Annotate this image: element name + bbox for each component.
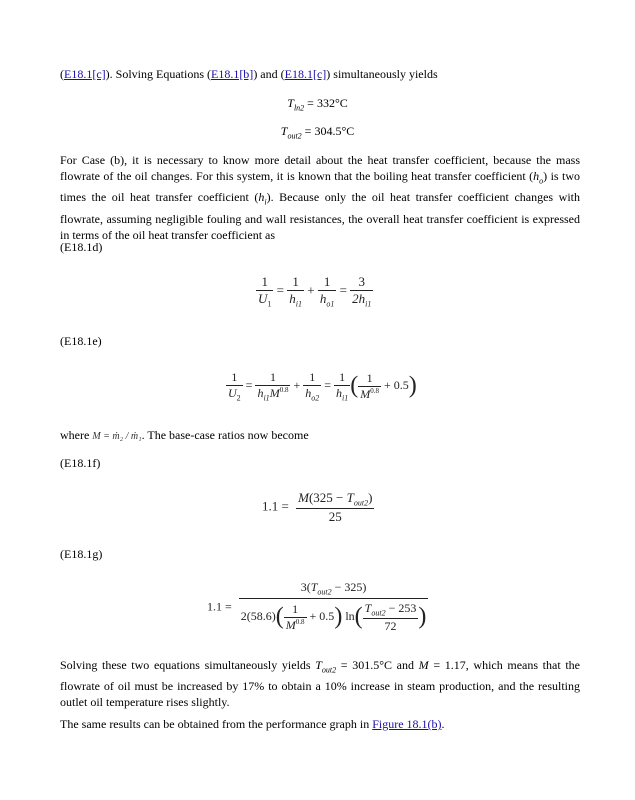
- equation-e18-1d: $\frac{1}{U_1}$ = $\frac{1}{h_{i1}}$ + $\frac{1}{h_{o1}}$ = $\frac{3}{2h_{i1}}$: [258, 274, 372, 309]
- equation-link-e18-1b[interactable]: E18.1[b]: [210, 67, 254, 81]
- intro-mid2: ) and (: [253, 67, 285, 81]
- label-e18-1d: (E18.1d): [60, 240, 103, 254]
- equation-link-e18-1c[interactable]: E18.1[c]: [64, 67, 106, 81]
- result-tout2: $T_{out2} = 304.5^\circ C$: [280, 124, 355, 141]
- intro-paragraph: [60, 66, 580, 82]
- equation-link-e18-1c-2[interactable]: E18.1[c]: [284, 67, 327, 81]
- solving-paragraph: Solving these two equations simultaneously yields $T_{out2} = 301.5^\circ C$ and M = 1.17, which means that the flowrate of oil must be increased by 17% to obtain a 10% increase in steam production, and the resulting outlet oil temperature rises slightly.: [60, 658, 580, 710]
- where-line: where M = ṁ₂ / ṁ₁. The base-case ratios now become: [60, 428, 309, 442]
- final-paragraph: The same results can be obtained from the performance graph in Figure 18.1(b).: [60, 717, 445, 731]
- equation-e18-1f: 1.1 = $\frac{M(325 - T_{out2})}{25}$: [262, 490, 373, 524]
- result-tln2: $T_{ln2} = 332^\circ C$: [287, 96, 348, 113]
- case-b-paragraph: For Case (b), it is necessary to know more detail about the heat transfer coefficient, because the mass flowrate of the oil changes. For this system, it is known that the boiling heat transfer coefficient $(h_o)$ is two times the oil heat transfer coefficient $(h_i)$. Because only the oil heat transfer coefficient changes with flowrate, assuming negligible fouling and wall resistances, the overall heat transfer coefficient is expressed in terms of the oil heat transfer coefficient as: [60, 153, 580, 242]
- label-e18-1f: (E18.1f): [60, 456, 101, 470]
- intro-mid1: ). Solving Equations (: [105, 67, 211, 81]
- mass-ratio-formula: M = ṁ₂ / ṁ₁: [92, 431, 142, 442]
- equation-e18-1g: 1.1 = $3(T_{out2} - 325)$ 2(58.6)( $\frac{1}{M^{0.8}}$ + 0.5) ln( $\frac{T_{out2} - 253}{72}$ ): [207, 580, 427, 633]
- figure-link-18-1b[interactable]: Figure 18.1(b): [372, 717, 442, 731]
- intro-open: (: [60, 67, 64, 81]
- intro-tail: ) simultaneously yields: [326, 67, 438, 81]
- equation-e18-1e: $\frac{1}{U_2}$ = $\frac{1}{h_{i1}M^{0.8}}$ + $\frac{1}{h_{o2}}$ = $\frac{1}{h_{i1}}$ ( $\frac{1}{M^{0.8}}$ + 0.5): [228, 370, 417, 403]
- label-e18-1g: (E18.1g): [60, 547, 103, 561]
- label-e18-1e: (E18.1e): [60, 334, 102, 348]
